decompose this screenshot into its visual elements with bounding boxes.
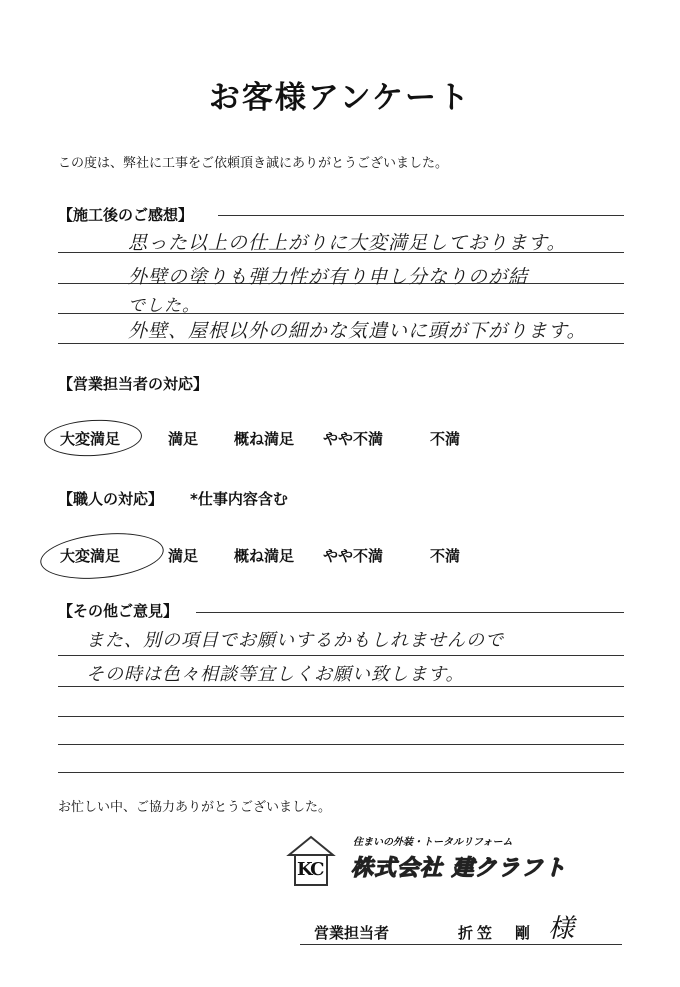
sales-rep-label: 営業担当者 xyxy=(314,924,390,942)
craftsman-option-satisfied[interactable]: 満足 xyxy=(168,547,199,565)
logo-company-name: 株式会社 建クラフト xyxy=(351,856,567,881)
other-rule-5 xyxy=(58,744,624,745)
sales-option-dissatisfied[interactable]: 不満 xyxy=(430,430,461,448)
craftsman-option-very-satisfied[interactable]: 大変満足 xyxy=(60,547,121,565)
other-rule-3 xyxy=(58,686,624,687)
page-title: お客様アンケート xyxy=(208,80,472,116)
other-opinion-line: その時は色々相談等宜しくお願い致します。 xyxy=(86,664,465,685)
signature-rule xyxy=(300,944,622,945)
craftsman-option-dissatisfied[interactable]: 不満 xyxy=(430,547,461,565)
sales-option-satisfied[interactable]: 満足 xyxy=(168,430,199,448)
impressions-heading: 【施工後のご感想】 xyxy=(58,206,194,224)
other-rule-6 xyxy=(58,772,624,773)
craftsman-response-note: *仕事内容含む xyxy=(190,490,288,508)
impressions-line: でした。 xyxy=(128,296,200,316)
craftsman-option-somewhat-dissatisfied[interactable]: やや不満 xyxy=(323,547,384,565)
impressions-rule-1 xyxy=(218,215,624,216)
intro-text: この度は、弊社に工事をご依頼頂き誠にありがとうございました。 xyxy=(58,156,449,171)
craftsman-option-mostly-satisfied[interactable]: 概ね満足 xyxy=(234,547,295,565)
honorific-signature: 様 xyxy=(548,914,575,944)
other-opinion-line: また、別の項目でお願いするかもしれませんので xyxy=(86,630,504,651)
sales-option-very-satisfied[interactable]: 大変満足 xyxy=(60,430,121,448)
logo-tagline: 住まいの外装・トータルリフォーム xyxy=(353,837,513,848)
sales-rep-name: 折笠 剛 xyxy=(458,924,535,942)
other-rule-1 xyxy=(196,612,624,613)
impressions-line: 外壁の塗りも弾力性が有り申し分なりのが結 xyxy=(128,266,529,288)
sales-option-mostly-satisfied[interactable]: 概ね満足 xyxy=(234,430,295,448)
other-rule-4 xyxy=(58,716,624,717)
impressions-rule-5 xyxy=(58,343,624,344)
other-rule-2 xyxy=(58,655,624,656)
impressions-line: 思った以上の仕上がりに大変満足しております。 xyxy=(128,232,567,254)
logo-mark: KC xyxy=(297,859,323,880)
company-logo xyxy=(285,825,605,895)
other-opinions-heading: 【その他ご意見】 xyxy=(58,602,179,620)
closing-text: お忙しい中、ご協力ありがとうございました。 xyxy=(58,800,332,815)
sales-response-heading: 【営業担当者の対応】 xyxy=(58,375,209,393)
sales-option-somewhat-dissatisfied[interactable]: やや不満 xyxy=(323,430,384,448)
impressions-line: 外壁、屋根以外の細かな気遣いに頭が下がります。 xyxy=(128,320,587,342)
craftsman-response-heading: 【職人の対応】 xyxy=(58,490,164,508)
